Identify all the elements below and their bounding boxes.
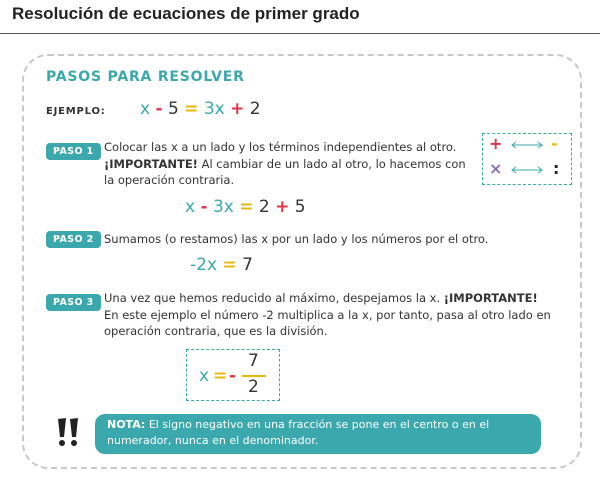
- minus-symbol: -: [551, 134, 558, 153]
- eq-equals: =: [222, 255, 237, 275]
- eq-equals: =: [213, 366, 228, 386]
- eq-term: 5: [294, 197, 306, 217]
- operation-rules-box: [482, 133, 572, 185]
- step-3-text-a: Una vez que hemos reducido al máximo, despejamos la x.: [104, 291, 441, 305]
- eq-operator: +: [275, 197, 290, 217]
- step-2-badge: PASO 2: [46, 231, 101, 248]
- fraction-denominator: 2: [248, 377, 259, 397]
- section-heading: PASOS PARA RESOLVER: [46, 69, 245, 85]
- times-symbol: ×: [489, 159, 503, 178]
- note-callout: [95, 414, 541, 454]
- eq-term: x: [140, 99, 151, 119]
- note-text: El signo negativo en una fracción se pone en el centro o en el numerador, nunca en el denominador.: [107, 418, 490, 447]
- step-3-important: ¡IMPORTANTE!: [443, 291, 538, 305]
- step-2-equation: [190, 255, 253, 275]
- eq-term: -2x: [190, 255, 218, 275]
- step-1-text: [104, 139, 474, 189]
- example-equation: [140, 99, 261, 119]
- eq-operator: -: [200, 197, 208, 217]
- eq-operator: -: [229, 366, 237, 386]
- eq-term: 2: [258, 197, 270, 217]
- step-3-badge: PASO 3: [46, 294, 101, 311]
- eq-equals: =: [239, 197, 254, 217]
- page-title: Resolución de ecuaciones de primer grado: [12, 4, 360, 23]
- eq-equals: =: [184, 99, 199, 119]
- title-divider: [0, 33, 600, 34]
- step-3-text: [104, 290, 554, 340]
- eq-operator: -: [155, 99, 163, 119]
- double-exclamation-icon: [55, 417, 81, 447]
- eq-term: 7: [242, 255, 253, 275]
- example-label: EJEMPLO:: [46, 106, 106, 117]
- eq-term: 3x: [203, 99, 225, 119]
- steps-card: [22, 54, 582, 469]
- eq-term: x: [185, 197, 196, 217]
- eq-operator: +: [230, 99, 245, 119]
- step-1-equation: [185, 197, 306, 217]
- step-2-text: Sumamos (o restamos) las x por un lado y los números por el otro.: [104, 232, 489, 246]
- eq-term: 2: [249, 99, 261, 119]
- double-arrow-icon: [509, 165, 545, 175]
- fraction-numerator: 7: [248, 351, 259, 371]
- plus-symbol: +: [489, 134, 503, 153]
- step-1-text-a: Colocar las x a un lado y los términos independientes al otro.: [104, 140, 457, 154]
- step-1-important: ¡IMPORTANTE!: [104, 156, 198, 171]
- step-1-text-b: Al cambiar de un lado al otro, lo hacemos con la operación contraria.: [104, 156, 466, 187]
- note-label: NOTA:: [107, 418, 146, 431]
- step-3-text-b: En este ejemplo el número -2 multiplica a la x, por tanto, pasa al otro lado en operación contraria, que es la división.: [104, 307, 551, 338]
- step-1-badge: PASO 1: [46, 143, 101, 160]
- step-3-equation-box: [186, 349, 280, 401]
- double-arrow-icon: [509, 140, 545, 150]
- eq-term: 5: [167, 99, 179, 119]
- eq-term: 3x: [212, 197, 234, 217]
- divide-symbol: :: [553, 159, 560, 178]
- eq-term: x: [199, 366, 210, 386]
